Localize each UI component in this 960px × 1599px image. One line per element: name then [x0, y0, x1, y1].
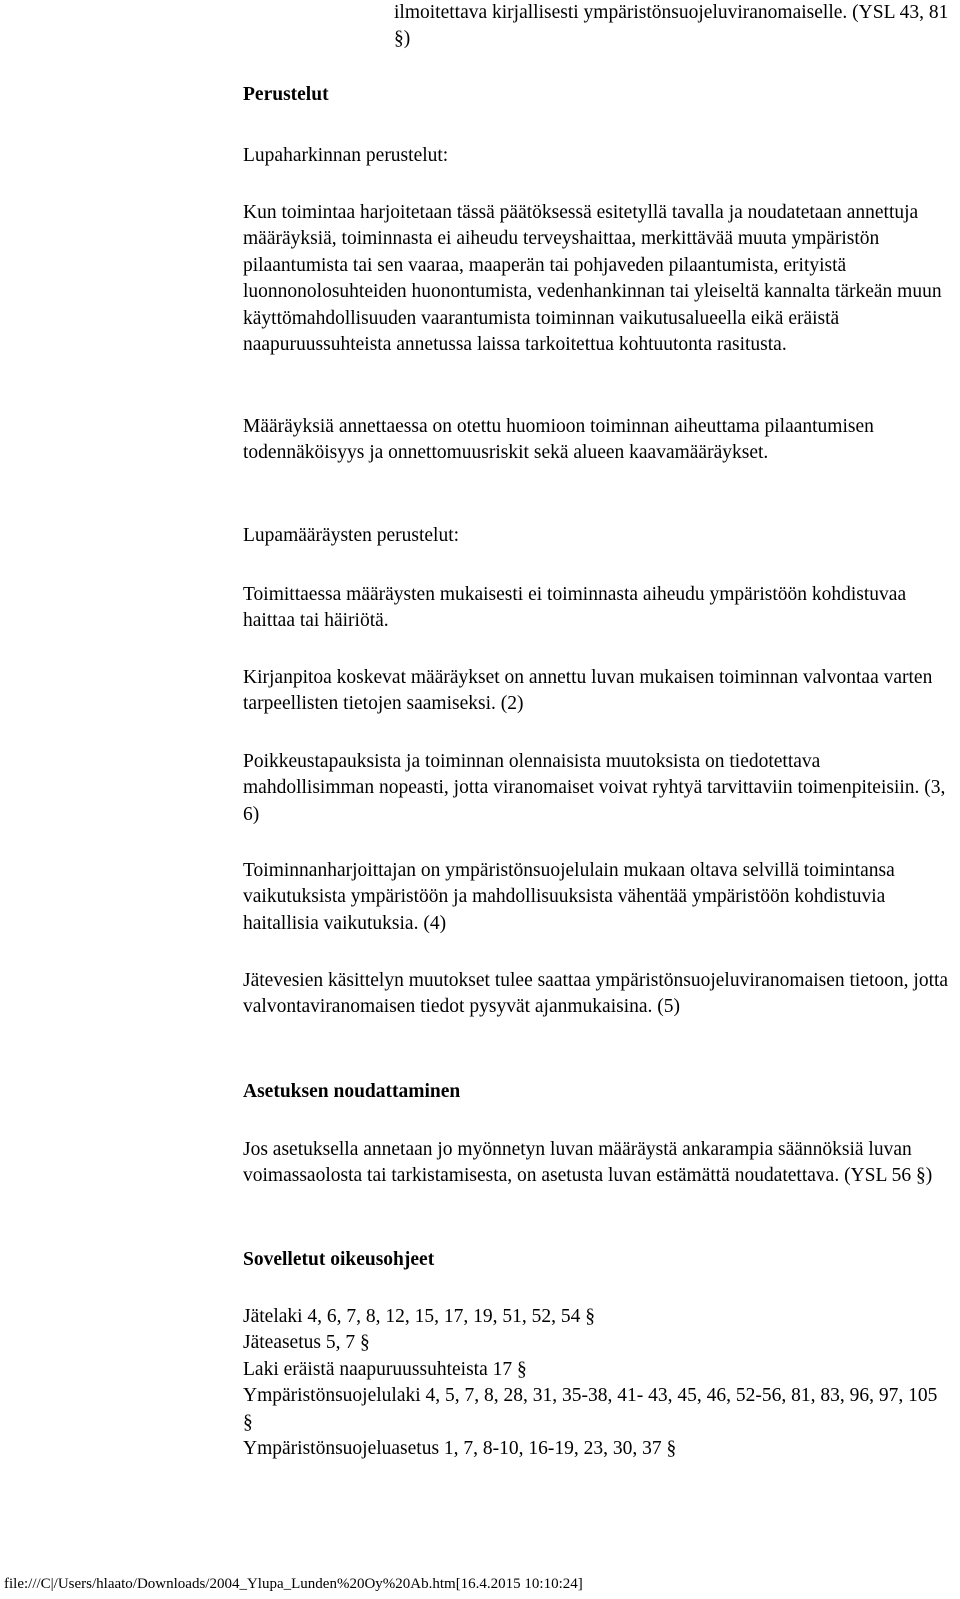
- heading-sovelletut-oikeusohjeet: Sovelletut oikeusohjeet: [243, 1249, 435, 1270]
- law-item-naapuruussuhdelaki: Laki eräistä naapuruussuhteista 17 §: [243, 1358, 527, 1380]
- continuation-text: ilmoitettava kirjallisesti ympäristönsuojeluviranomaiselle. (YSL 43, 81 §): [394, 2, 949, 50]
- paragraph-toiminnanharjoittaja: Toiminnanharjoittajan on ympäristönsuojelulain mukaan oltava selvillä toimintansa vaikutuksista ympäristöön ja mahdollisuuksista vähentää ympäristöön kohdistuvia haitallisia vaikutuksia. (4): [243, 860, 895, 934]
- heading-asetuksen-noudattaminen: Asetuksen noudattaminen: [243, 1081, 461, 1102]
- label-lupamaaraysten-perustelut: Lupamääräysten perustelut:: [243, 525, 460, 546]
- law-item-ympäristönsuojelulaki: Ympäristönsuojelulaki 4, 5, 7, 8, 28, 31, 35-38, 41- 43, 45, 46, 52-56, 81, 83, 96, 97, 105 §: [243, 1385, 938, 1433]
- paragraph-maaraykset-huomioon: Määräyksiä annettaessa on otettu huomioon toiminnan aiheuttama pilaantumisen todennäköisyys ja onnettomuusriskit sekä alueen kaavamääräykset.: [243, 416, 874, 464]
- law-item-ympäristönsuojeluasetus: Ympäristönsuojeluasetus 1, 7, 8-10, 16-19, 23, 30, 37 §: [243, 1438, 677, 1460]
- label-lupaharkinnan-perustelut: Lupaharkinnan perustelut:: [243, 145, 449, 166]
- law-item-jateasetus: Jäteasetus 5, 7 §: [243, 1332, 370, 1354]
- law-list: [243, 1304, 949, 1462]
- heading-perustelut: Perustelut: [243, 84, 329, 105]
- paragraph-jatevedet: Jätevesien käsittelyn muutokset tulee saattaa ympäristönsuojeluviranomaisen tietoon, jotta valvontaviranomaisen tiedot pysyvät ajanmukaisina. (5): [243, 970, 949, 1018]
- paragraph-lupaharkinta: Kun toimintaa harjoitetaan tässä päätöksessä esitetyllä tavalla ja noudatetaan annettuja määräyksiä, toiminnasta ei aiheudu terveyshaittaa, merkittävää muuta ympäristön pilaantumista tai sen vaaraa, maaperän tai pohjaveden pilaantumista, erityistä luonnonolosuhteiden huonontumista, vedenhankinnan tai yleiseltä kannalta tärkeän muun käyttömahdollisuuden vaarantumista toiminnan vaikutusalueella eikä eräistä naapuruussuhteista annetussa laissa tarkoitettua kohtuutonta rasitusta.: [243, 202, 942, 356]
- paragraph-kirjanpito: Kirjanpitoa koskevat määräykset on annettu luvan mukaisen toiminnan valvontaa varten tarpeellisten tietojen saamiseksi. (2): [243, 667, 933, 715]
- law-item-jatelaki: Jätelaki 4, 6, 7, 8, 12, 15, 17, 19, 51, 52, 54 §: [243, 1306, 596, 1327]
- paragraph-toimittaessa: Toimittaessa määräysten mukaisesti ei toiminnasta aiheudu ympäristöön kohdistuvaa haittaa tai häiriötä.: [243, 584, 907, 632]
- paragraph-asetus: Jos asetuksella annetaan jo myönnetyn luvan määräystä ankarampia säännöksiä luvan voimassaolosta tai tarkistamisesta, on asetusta luvan estämättä noudatettava. (YSL 56 §): [243, 1139, 933, 1187]
- paragraph-poikkeustapaukset: Poikkeustapauksista ja toiminnan olennaisista muutoksista on tiedotettava mahdollisimman nopeasti, jotta viranomaiset voivat ryhtyä tarvittaviin toimenpiteisiin. (3, 6): [243, 751, 946, 825]
- file-path-footer: file:///C|/Users/hlaato/Downloads/2004_Ylupa_Lunden%20Oy%20Ab.htm[16.4.2015 10:10:24]: [4, 1576, 583, 1592]
